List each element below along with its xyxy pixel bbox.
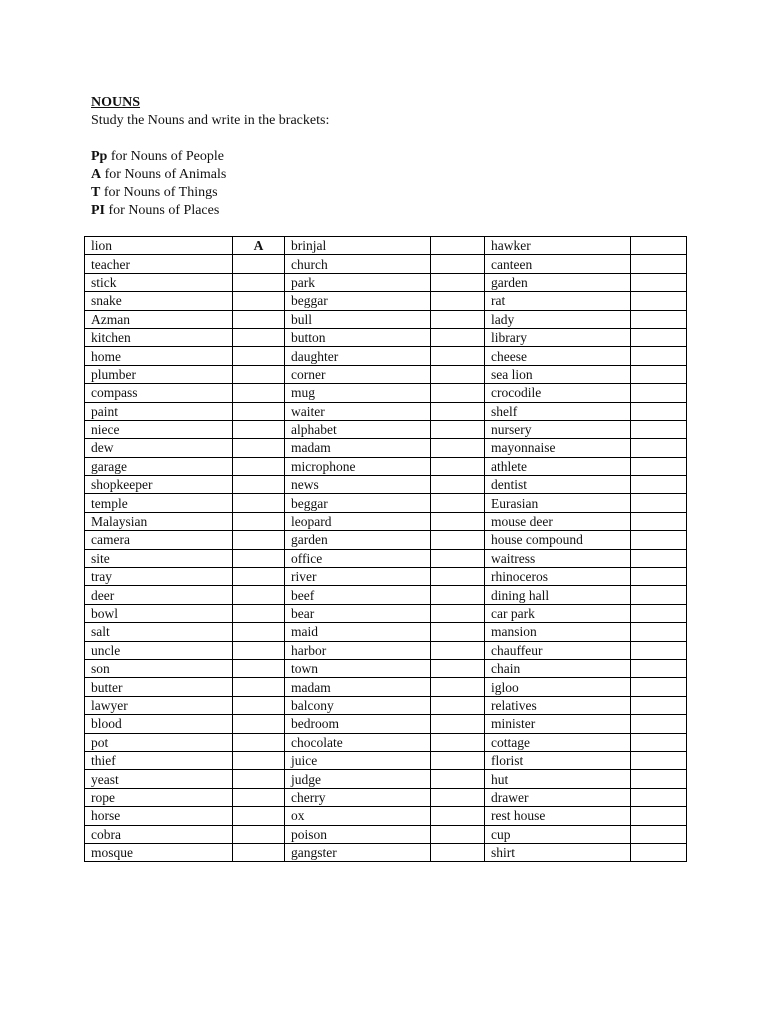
noun-word-cell: car park — [485, 604, 631, 622]
answer-box[interactable] — [631, 825, 687, 843]
answer-box[interactable] — [631, 678, 687, 696]
answer-box[interactable] — [233, 255, 285, 273]
noun-word-cell: kitchen — [85, 328, 233, 346]
noun-word-cell: crocodile — [485, 384, 631, 402]
answer-box[interactable] — [233, 678, 285, 696]
table-row — [85, 531, 687, 549]
noun-word-cell: house compound — [485, 531, 631, 549]
answer-box[interactable] — [431, 715, 485, 733]
noun-word-cell: butter — [85, 678, 233, 696]
answer-box[interactable] — [233, 568, 285, 586]
worksheet-header — [91, 94, 329, 220]
legend-code: A — [91, 167, 102, 182]
noun-word-cell: bull — [285, 310, 431, 328]
noun-word-cell: plumber — [85, 365, 233, 383]
answer-box[interactable] — [233, 715, 285, 733]
answer-box[interactable] — [431, 549, 485, 567]
answer-box[interactable] — [233, 402, 285, 420]
table-row — [85, 696, 687, 714]
answer-box[interactable] — [431, 733, 485, 751]
noun-word-cell: nursery — [485, 420, 631, 438]
noun-word-cell: rhinoceros — [485, 568, 631, 586]
noun-word-cell: lawyer — [85, 696, 233, 714]
answer-box[interactable] — [431, 347, 485, 365]
table-row — [85, 476, 687, 494]
answer-box[interactable] — [431, 439, 485, 457]
answer-box[interactable] — [233, 549, 285, 567]
noun-word-cell: blood — [85, 715, 233, 733]
answer-box[interactable] — [631, 347, 687, 365]
answer-box[interactable] — [233, 843, 285, 861]
answer-box[interactable] — [233, 347, 285, 365]
table-row — [85, 439, 687, 457]
legend-animals — [91, 166, 329, 184]
answer-box[interactable] — [431, 255, 485, 273]
table-row — [85, 604, 687, 622]
answer-box[interactable] — [631, 531, 687, 549]
answer-box[interactable] — [431, 788, 485, 806]
noun-word-cell: canteen — [485, 255, 631, 273]
answer-box[interactable] — [631, 512, 687, 530]
answer-box[interactable] — [631, 733, 687, 751]
table-row — [85, 659, 687, 677]
noun-word-cell: cherry — [285, 788, 431, 806]
noun-word-cell: park — [285, 273, 431, 291]
noun-word-cell: beggar — [285, 494, 431, 512]
legend-code: PI — [91, 203, 105, 218]
noun-word-cell: mansion — [485, 623, 631, 641]
answer-box[interactable] — [431, 310, 485, 328]
answer-box[interactable] — [233, 494, 285, 512]
noun-word-cell: hawker — [485, 237, 631, 255]
table-row — [85, 586, 687, 604]
answer-box[interactable] — [233, 641, 285, 659]
noun-word-cell: camera — [85, 531, 233, 549]
answer-box[interactable] — [431, 659, 485, 677]
table-row — [85, 420, 687, 438]
answer-box[interactable] — [431, 604, 485, 622]
table-row — [85, 310, 687, 328]
legend-people — [91, 148, 329, 166]
table-row — [85, 788, 687, 806]
answer-box[interactable] — [631, 659, 687, 677]
legend-text: for Nouns of Places — [105, 203, 220, 218]
noun-word-cell: yeast — [85, 770, 233, 788]
legend-text: for Nouns of People — [107, 149, 224, 164]
noun-word-cell: shirt — [485, 843, 631, 861]
noun-word-cell: snake — [85, 292, 233, 310]
spacer — [91, 130, 329, 148]
table-row — [85, 255, 687, 273]
noun-word-cell: cheese — [485, 347, 631, 365]
legend-things — [91, 184, 329, 202]
answer-box[interactable] — [233, 586, 285, 604]
noun-word-cell: juice — [285, 751, 431, 769]
noun-word-cell: brinjal — [285, 237, 431, 255]
answer-box[interactable] — [631, 384, 687, 402]
answer-box[interactable] — [631, 641, 687, 659]
noun-word-cell: site — [85, 549, 233, 567]
noun-word-cell: harbor — [285, 641, 431, 659]
answer-box[interactable] — [431, 586, 485, 604]
noun-word-cell: pot — [85, 733, 233, 751]
noun-word-cell: rat — [485, 292, 631, 310]
table-row — [85, 402, 687, 420]
answer-box[interactable] — [431, 420, 485, 438]
noun-word-cell: lion — [85, 237, 233, 255]
legend-code: Pp — [91, 149, 108, 164]
answer-box[interactable] — [233, 365, 285, 383]
answer-box[interactable] — [431, 292, 485, 310]
noun-word-cell: garden — [285, 531, 431, 549]
table-row — [85, 512, 687, 530]
answer-box[interactable] — [631, 457, 687, 475]
answer-box[interactable] — [431, 384, 485, 402]
answer-box[interactable] — [431, 328, 485, 346]
answer-box[interactable] — [431, 273, 485, 291]
noun-word-cell: uncle — [85, 641, 233, 659]
answer-box[interactable] — [631, 807, 687, 825]
answer-box[interactable]: A — [233, 237, 285, 255]
noun-word-cell: cottage — [485, 733, 631, 751]
noun-word-cell: balcony — [285, 696, 431, 714]
answer-box[interactable] — [233, 476, 285, 494]
noun-word-cell: dew — [85, 439, 233, 457]
noun-word-cell: judge — [285, 770, 431, 788]
noun-word-cell: dining hall — [485, 586, 631, 604]
noun-word-cell: drawer — [485, 788, 631, 806]
noun-word-cell: shopkeeper — [85, 476, 233, 494]
noun-word-cell: paint — [85, 402, 233, 420]
noun-word-cell: ox — [285, 807, 431, 825]
answer-box[interactable] — [631, 586, 687, 604]
noun-word-cell: library — [485, 328, 631, 346]
answer-box[interactable] — [631, 623, 687, 641]
noun-word-cell: hut — [485, 770, 631, 788]
answer-box[interactable] — [233, 733, 285, 751]
answer-box[interactable] — [431, 825, 485, 843]
noun-word-cell: thief — [85, 751, 233, 769]
noun-word-cell: chocolate — [285, 733, 431, 751]
noun-word-cell: garage — [85, 457, 233, 475]
answer-box[interactable] — [631, 751, 687, 769]
noun-word-cell: son — [85, 659, 233, 677]
answer-box[interactable] — [431, 678, 485, 696]
noun-word-cell: cup — [485, 825, 631, 843]
table-row — [85, 825, 687, 843]
answer-box[interactable] — [431, 365, 485, 383]
legend-text: for Nouns of Animals — [101, 167, 227, 182]
answer-box[interactable] — [631, 715, 687, 733]
answer-box[interactable] — [631, 310, 687, 328]
noun-word-cell: town — [285, 659, 431, 677]
table-row — [85, 733, 687, 751]
answer-box[interactable] — [431, 623, 485, 641]
table-row — [85, 292, 687, 310]
noun-word-cell: relatives — [485, 696, 631, 714]
noun-word-cell: gangster — [285, 843, 431, 861]
noun-word-cell: temple — [85, 494, 233, 512]
noun-word-cell: button — [285, 328, 431, 346]
noun-word-cell: deer — [85, 586, 233, 604]
noun-word-cell: office — [285, 549, 431, 567]
noun-word-cell: salt — [85, 623, 233, 641]
answer-box[interactable] — [233, 659, 285, 677]
noun-word-cell: stick — [85, 273, 233, 291]
noun-word-cell: madam — [285, 678, 431, 696]
noun-word-cell: dentist — [485, 476, 631, 494]
noun-word-cell: beggar — [285, 292, 431, 310]
answer-box[interactable] — [431, 696, 485, 714]
answer-box[interactable] — [233, 420, 285, 438]
answer-box[interactable] — [431, 402, 485, 420]
noun-word-cell: chauffeur — [485, 641, 631, 659]
noun-word-cell: Azman — [85, 310, 233, 328]
noun-word-cell: rope — [85, 788, 233, 806]
answer-box[interactable] — [431, 843, 485, 861]
answer-box[interactable] — [631, 365, 687, 383]
answer-box[interactable] — [631, 494, 687, 512]
table-row — [85, 365, 687, 383]
answer-box[interactable] — [233, 457, 285, 475]
page-title: NOUNS — [91, 95, 141, 110]
noun-word-cell: daughter — [285, 347, 431, 365]
noun-word-cell: home — [85, 347, 233, 365]
answer-box[interactable] — [631, 568, 687, 586]
noun-word-cell: lady — [485, 310, 631, 328]
answer-box[interactable] — [233, 751, 285, 769]
noun-word-cell: waitress — [485, 549, 631, 567]
noun-word-cell: mug — [285, 384, 431, 402]
answer-box[interactable] — [431, 568, 485, 586]
noun-word-cell: compass — [85, 384, 233, 402]
answer-box[interactable] — [631, 439, 687, 457]
noun-word-cell: athlete — [485, 457, 631, 475]
table-row — [85, 237, 687, 255]
table-row — [85, 641, 687, 659]
answer-box[interactable] — [431, 641, 485, 659]
nouns-table — [84, 236, 687, 862]
table-row — [85, 568, 687, 586]
noun-word-cell: leopard — [285, 512, 431, 530]
answer-box[interactable] — [631, 255, 687, 273]
noun-word-cell: waiter — [285, 402, 431, 420]
noun-word-cell: Eurasian — [485, 494, 631, 512]
answer-box[interactable] — [631, 788, 687, 806]
answer-box[interactable] — [233, 292, 285, 310]
answer-box[interactable] — [631, 549, 687, 567]
noun-word-cell: igloo — [485, 678, 631, 696]
answer-box[interactable] — [631, 696, 687, 714]
legend-text: for Nouns of Things — [100, 185, 218, 200]
noun-word-cell: chain — [485, 659, 631, 677]
noun-word-cell: rest house — [485, 807, 631, 825]
answer-box[interactable] — [233, 310, 285, 328]
table-row — [85, 494, 687, 512]
noun-word-cell: maid — [285, 623, 431, 641]
noun-word-cell: corner — [285, 365, 431, 383]
table-row — [85, 347, 687, 365]
answer-box[interactable] — [431, 770, 485, 788]
answer-box[interactable] — [233, 623, 285, 641]
answer-box[interactable] — [431, 807, 485, 825]
answer-box[interactable] — [431, 512, 485, 530]
noun-word-cell: horse — [85, 807, 233, 825]
noun-word-cell: bedroom — [285, 715, 431, 733]
noun-word-cell: bear — [285, 604, 431, 622]
noun-word-cell: river — [285, 568, 431, 586]
table-row — [85, 715, 687, 733]
answer-box[interactable] — [233, 807, 285, 825]
noun-word-cell: teacher — [85, 255, 233, 273]
nouns-table-body — [85, 237, 687, 862]
answer-box[interactable] — [233, 696, 285, 714]
noun-word-cell: poison — [285, 825, 431, 843]
legend-code: T — [91, 185, 101, 200]
answer-box[interactable] — [631, 476, 687, 494]
answer-box[interactable] — [431, 531, 485, 549]
answer-box[interactable] — [233, 328, 285, 346]
answer-box[interactable] — [431, 476, 485, 494]
noun-word-cell: news — [285, 476, 431, 494]
noun-word-cell: beef — [285, 586, 431, 604]
table-row — [85, 623, 687, 641]
answer-box[interactable] — [233, 604, 285, 622]
noun-word-cell: bowl — [85, 604, 233, 622]
answer-box[interactable] — [631, 420, 687, 438]
answer-box[interactable] — [631, 273, 687, 291]
answer-box[interactable] — [233, 512, 285, 530]
answer-box[interactable] — [431, 494, 485, 512]
answer-box[interactable] — [233, 825, 285, 843]
answer-box[interactable] — [431, 457, 485, 475]
noun-word-cell: florist — [485, 751, 631, 769]
answer-box[interactable] — [631, 237, 687, 255]
noun-word-cell: mayonnaise — [485, 439, 631, 457]
answer-box[interactable] — [233, 531, 285, 549]
answer-box[interactable] — [233, 384, 285, 402]
answer-box[interactable] — [233, 273, 285, 291]
noun-word-cell: microphone — [285, 457, 431, 475]
answer-box[interactable] — [631, 328, 687, 346]
noun-word-cell: madam — [285, 439, 431, 457]
table-row — [85, 807, 687, 825]
answer-box[interactable] — [431, 237, 485, 255]
instruction-text: Study the Nouns and write in the brackets: — [91, 113, 330, 128]
noun-word-cell: mosque — [85, 843, 233, 861]
noun-word-cell: alphabet — [285, 420, 431, 438]
answer-box[interactable] — [631, 770, 687, 788]
table-row — [85, 678, 687, 696]
answer-box[interactable] — [233, 770, 285, 788]
answer-box[interactable] — [431, 751, 485, 769]
noun-word-cell: shelf — [485, 402, 631, 420]
table-row — [85, 770, 687, 788]
answer-box[interactable] — [631, 843, 687, 861]
noun-word-cell: tray — [85, 568, 233, 586]
noun-word-cell: church — [285, 255, 431, 273]
answer-box[interactable] — [631, 292, 687, 310]
noun-word-cell: cobra — [85, 825, 233, 843]
noun-word-cell: garden — [485, 273, 631, 291]
noun-word-cell: minister — [485, 715, 631, 733]
answer-box[interactable] — [631, 604, 687, 622]
table-row — [85, 273, 687, 291]
answer-box[interactable] — [631, 402, 687, 420]
table-row — [85, 328, 687, 346]
answer-box[interactable] — [233, 788, 285, 806]
legend-places — [91, 202, 329, 220]
noun-word-cell: niece — [85, 420, 233, 438]
answer-box[interactable] — [233, 439, 285, 457]
table-row — [85, 384, 687, 402]
table-row — [85, 843, 687, 861]
table-row — [85, 457, 687, 475]
noun-word-cell: mouse deer — [485, 512, 631, 530]
table-row — [85, 549, 687, 567]
table-row — [85, 751, 687, 769]
noun-word-cell: sea lion — [485, 365, 631, 383]
noun-word-cell: Malaysian — [85, 512, 233, 530]
